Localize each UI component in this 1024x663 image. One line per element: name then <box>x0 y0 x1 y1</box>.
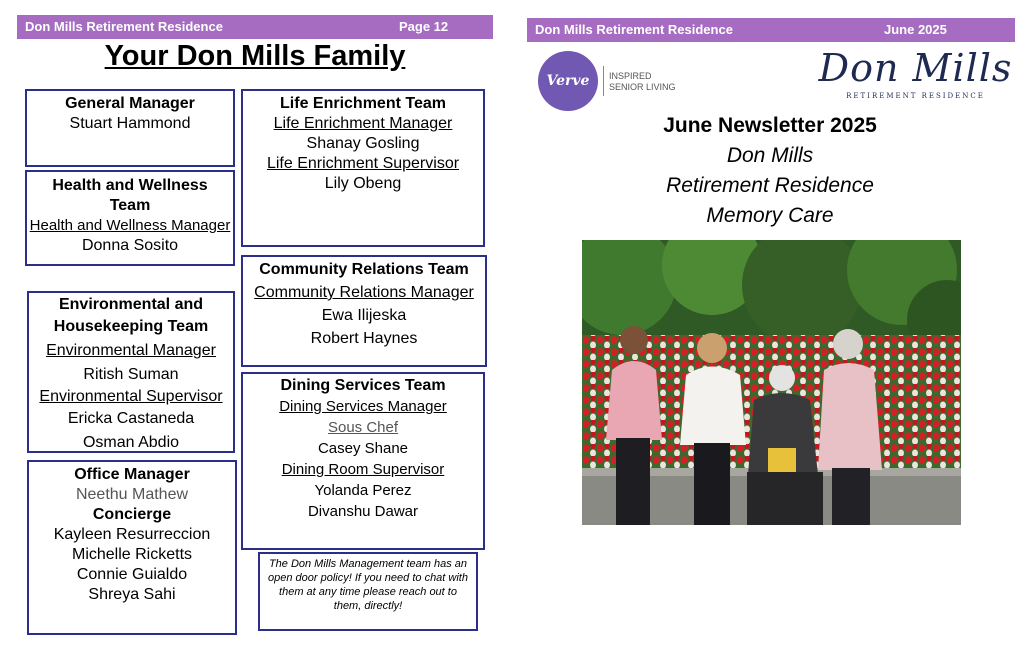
newsletter-title: June Newsletter 2025 <box>663 114 877 137</box>
verve-tagline <box>609 71 676 93</box>
health-wellness-box <box>25 170 235 266</box>
verve-tag-line-2: SENIOR LIVING <box>609 82 676 92</box>
don-mills-logo-subtitle: RETIREMENT RESIDENCE <box>846 92 985 100</box>
life-name-1: Shanay Gosling <box>306 135 420 152</box>
residents-photo-illustration <box>582 240 961 525</box>
concierge-name: Connie Guialdo <box>76 566 188 583</box>
right-page-header <box>527 18 1015 42</box>
page-title: Your Don Mills Family <box>104 40 406 72</box>
dining-name-1: Casey Shane <box>317 440 409 457</box>
community-role: Community Relations Manager <box>254 284 474 301</box>
life-role-1: Life Enrichment Manager <box>273 115 453 132</box>
dining-role-2: Sous Chef <box>327 419 399 436</box>
life-heading: Life Enrichment Team <box>280 95 446 112</box>
don-mills-logo-script: Don Mills <box>818 46 1013 90</box>
community-name: Robert Haynes <box>310 330 418 347</box>
residents-photo <box>582 240 961 525</box>
general-manager-heading: General Manager <box>65 95 195 112</box>
env-name-2: Ericka Castaneda <box>67 410 195 427</box>
logo-divider <box>603 66 604 96</box>
right-header-title: Don Mills Retirement Residence <box>535 22 733 37</box>
concierge-name: Kayleen Resurreccion <box>53 526 211 543</box>
newsletter-line-3: Memory Care <box>706 204 834 227</box>
health-heading-1: Health and Wellness <box>52 177 208 194</box>
newsletter-line-1: Don Mills <box>726 144 814 167</box>
dining-name: Divanshu Dawar <box>307 503 419 520</box>
health-heading-2: Team <box>109 197 151 214</box>
left-header-title: Don Mills Retirement Residence <box>25 19 223 34</box>
verve-logo: Verve <box>538 51 598 111</box>
dining-name: Yolanda Perez <box>314 482 412 499</box>
env-heading-1: Environmental and <box>58 296 204 313</box>
env-role-1: Environmental Manager <box>46 342 216 359</box>
community-heading: Community Relations Team <box>259 261 469 278</box>
office-heading: Office Manager <box>74 466 190 483</box>
open-door-note: The Don Mills Management team has an open door policy! If you need to chat with them at any time please reach out to them, directly! <box>258 552 478 631</box>
dining-heading: Dining Services Team <box>280 377 446 394</box>
community-relations-box <box>241 255 487 367</box>
concierge-heading: Concierge <box>92 506 172 523</box>
newsletter-line-2: Retirement Residence <box>666 174 874 197</box>
env-heading-2: Housekeeping Team <box>53 318 209 335</box>
left-page-header <box>17 15 493 39</box>
office-box <box>27 460 237 635</box>
life-name-2: Lily Obeng <box>324 175 402 192</box>
dining-role-3: Dining Room Supervisor <box>281 461 445 478</box>
concierge-name: Michelle Ricketts <box>71 546 193 563</box>
env-name-3: Osman Abdio <box>82 434 180 451</box>
dining-services-box <box>241 372 485 550</box>
community-name: Ewa Ilijeska <box>321 307 407 324</box>
env-role-2: Environmental Supervisor <box>39 388 223 405</box>
life-role-2: Life Enrichment Supervisor <box>266 155 460 172</box>
dining-role-1: Dining Services Manager <box>279 398 447 415</box>
general-manager-box <box>25 89 235 167</box>
verve-tag-line-1: INSPIRED <box>609 71 652 81</box>
page-number: Page 12 <box>399 19 449 34</box>
life-enrichment-box <box>241 89 485 247</box>
health-role: Health and Wellness Manager <box>29 217 231 234</box>
env-name-1: Ritish Suman <box>83 366 179 383</box>
health-name: Donna Sosito <box>81 237 179 254</box>
concierge-name: Shreya Sahi <box>88 586 176 603</box>
environmental-box <box>27 291 235 453</box>
don-mills-logo <box>818 46 1013 100</box>
office-manager-name: Neethu Mathew <box>75 486 189 503</box>
issue-date: June 2025 <box>884 22 947 37</box>
general-manager-name: Stuart Hammond <box>69 115 191 132</box>
